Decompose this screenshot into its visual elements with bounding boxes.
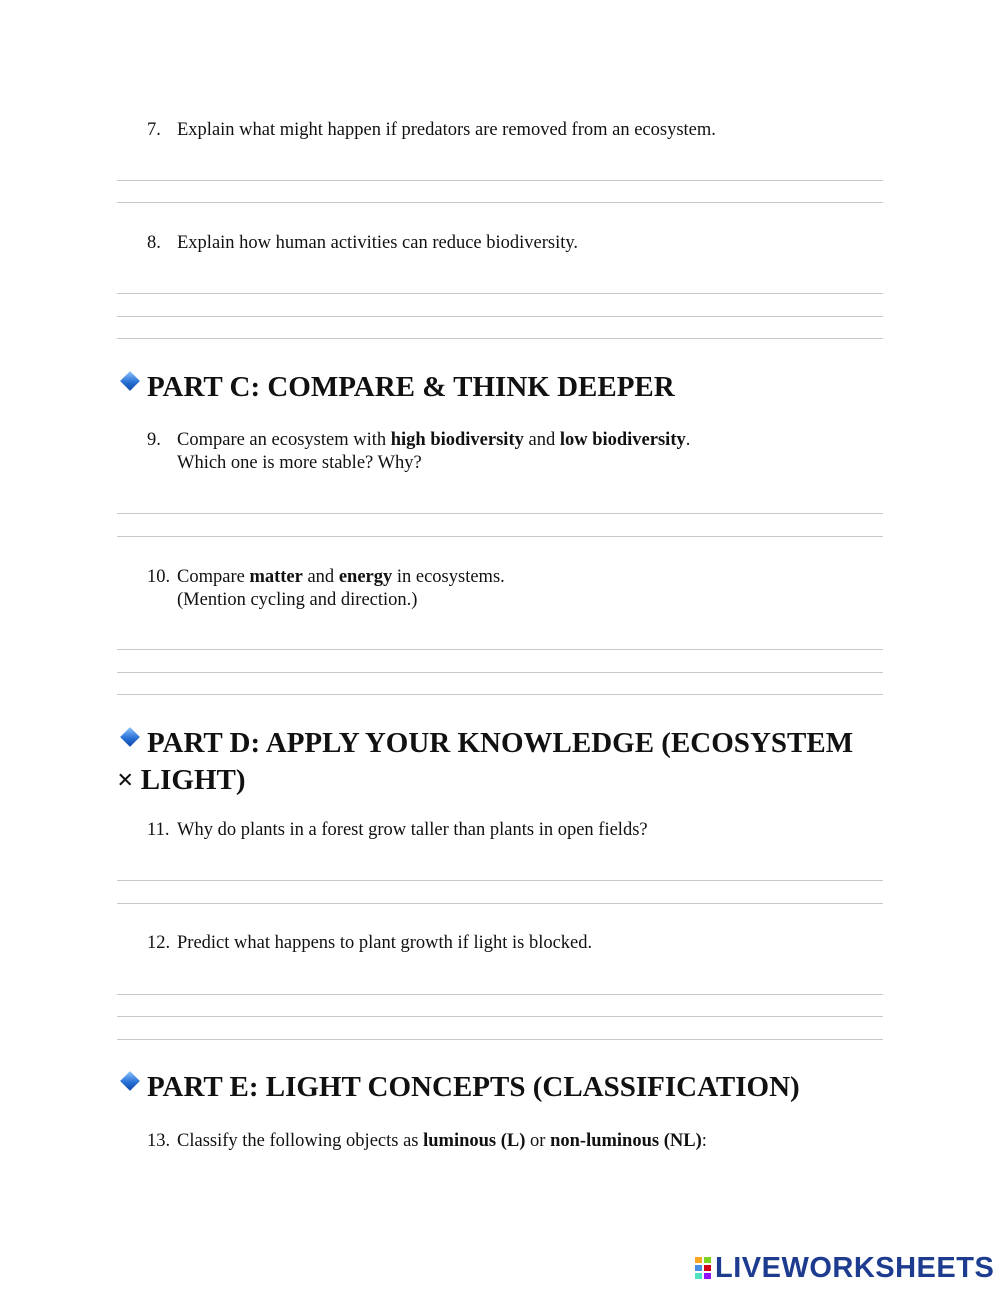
diamond-bullet-icon [120,727,140,747]
bold-term: energy [338,567,393,587]
question-text-line-2: Which one is more stable? Why? [177,453,422,473]
question-number: 10. [147,567,171,587]
question-text: Predict what happens to plant growth if light is blocked. [177,933,593,953]
question-text: and [302,567,339,587]
heading-text: PART D: APPLY YOUR KNOWLEDGE (ECOSYSTEM [147,727,854,759]
question-number: 13. [147,1131,171,1151]
answer-line[interactable] [117,672,883,673]
answer-line[interactable] [117,649,883,650]
answer-line[interactable] [117,180,883,181]
question-text: : [701,1131,707,1151]
answer-line[interactable] [117,338,883,339]
part-e-heading [117,1069,800,1106]
logo-text: LIVEWORKSHEETS [715,1251,995,1284]
part-d-heading-line-2 [117,762,246,799]
logo-mark-icon [694,1256,712,1280]
question-12 [147,932,592,955]
question-8 [147,232,578,255]
question-number: 9. [147,430,161,450]
question-11 [147,819,648,842]
part-d-heading [117,725,853,762]
question-number: 8. [147,233,161,253]
bold-term: matter [249,567,303,587]
question-text: in ecosystems. [392,567,505,587]
part-c-heading [117,369,675,406]
heading-text: × LIGHT) [117,764,246,796]
question-number: 7. [147,120,161,140]
heading-text: PART E: LIGHT CONCEPTS (CLASSIFICATION) [147,1071,800,1103]
diamond-bullet-icon [120,1071,140,1091]
question-9 [147,429,690,475]
answer-line[interactable] [117,880,883,881]
question-text: Classify the following objects as [177,1131,424,1151]
answer-line[interactable] [117,316,883,317]
answer-line[interactable] [117,202,883,203]
bold-term: high biodiversity [390,430,524,450]
question-7 [147,119,716,142]
answer-line[interactable] [117,1016,883,1017]
question-text: and [523,430,560,450]
question-text: Compare an ecosystem with [177,430,391,450]
question-text: Compare [177,567,250,587]
liveworksheets-logo[interactable] [694,1253,994,1283]
answer-line[interactable] [117,903,883,904]
bold-term: luminous (L) [423,1131,526,1151]
answer-line[interactable] [117,536,883,537]
question-text: Why do plants in a forest grow taller than plants in open fields? [177,820,648,840]
question-10 [147,566,505,612]
bold-term: non-luminous (NL) [550,1131,702,1151]
question-text-line-2: (Mention cycling and direction.) [177,590,418,610]
answer-line[interactable] [117,1039,883,1040]
question-text: . [685,430,691,450]
answer-line[interactable] [117,994,883,995]
question-number: 11. [147,820,170,840]
heading-text: PART C: COMPARE & THINK DEEPER [147,371,675,403]
question-text: Explain how human activities can reduce biodiversity. [177,233,579,253]
question-number: 12. [147,933,171,953]
answer-line[interactable] [117,293,883,294]
diamond-bullet-icon [120,371,140,391]
question-text: or [525,1131,551,1151]
answer-line[interactable] [117,694,883,695]
answer-line[interactable] [117,513,883,514]
question-13 [147,1130,707,1153]
question-text: Explain what might happen if predators are removed from an ecosystem. [177,120,716,140]
bold-term: low biodiversity [559,430,686,450]
